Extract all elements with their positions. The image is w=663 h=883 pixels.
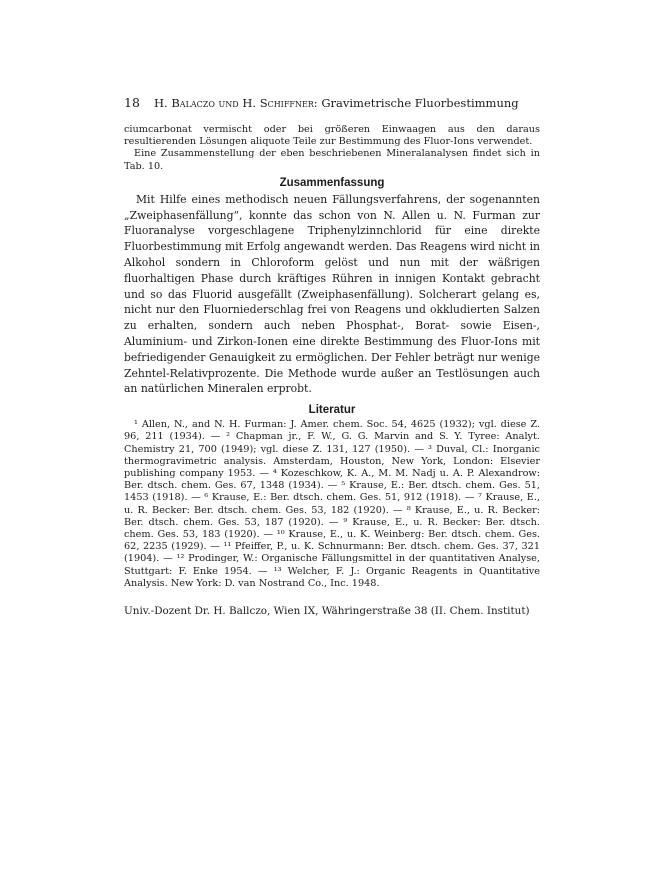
reference-list: [124, 419, 540, 590]
intro-section: [124, 124, 540, 173]
author-address: Univ.-Dozent Dr. H. Ballczo, Wien IX, Währingerstraße 38 (II. Chem. Institut): [124, 605, 530, 618]
journal-page: [124, 96, 540, 618]
intro-paragraph-1: ciumcarbonat vermischt oder bei größeren Einwaagen aus den daraus resultierenden Lösungen aliquote Teile zur Bestimmung des Fluor-Ions verwendet.: [124, 124, 540, 148]
summary-paragraph: Mit Hilfe eines methodisch neuen Fällungsverfahrens, der sogenannten „Zweiphasenfällung“, konnte das schon von N. Allen u. N. Furman zur Fluoranalyse vorgeschlagene Triphenylzinnchlorid für eine direkte Fluorbestimmung mit Erfolg angewandt werden. Das Reagens wird nicht in Alkohol sondern in Chloroform gelöst und nun mit der wäßrigen fluorhaltigen Phase durch kräftiges Rühren in innigen Kontakt gebracht und so das Fluorid ausgefällt (Zweiphasenfällung). Solcherart gelang es, nicht nur den Fluorniederschlag frei von Reagens und okkludierten Salzen zu erhalten, sondern auch neben Phosphat-, Borat- sowie Eisen-, Aluminium- und Zirkon-Ionen eine direkte Bestimmung des Fluor-Ions mit befriedigender Genauigkeit zu ermöglichen. Der Fehler beträgt nur wenige Zehntel-Relativprozente. Die Methode wurde außer an Testlösungen auch an natürlichen Mineralen erprobt.: [124, 192, 540, 396]
page-number: 18: [124, 95, 140, 110]
header-title: Gravimetrische Fluorbestimmung: [321, 96, 519, 110]
literature-heading: Literatur: [308, 404, 356, 417]
references-text: ¹ Allen, N., and N. H. Furman: J. Amer. chem. Soc. 54, 4625 (1932); vgl. diese Z. 96, 211 (1934). — ² Chapman jr., F. W., G. G. Marvin and S. Y. Tyree: Analyt. Chemistry 21, 700 (1949); vgl. diese Z. 131, 127 (1950). — ³ Duval, Cl.: Inorganic thermogravimetric analysis. Amsterdam, Houston, New York, London: Elsevier publishing company 1953. — ⁴ Kozeschkow, K. A., M. M. Nadj u. A. P. Alexandrow: Ber. dtsch. chem. Ges. 67, 1348 (1934). — ⁵ Krause, E.: Ber. dtsch. chem. Ges. 51, 1453 (1918). — ⁶ Krause, E.: Ber. dtsch. chem. Ges. 51, 912 (1918). — ⁷ Krause, E., u. R. Becker: Ber. dtsch. chem. Ges. 53, 182 (1920). — ⁸ Krause, E., u. R. Becker: Ber. dtsch. chem. Ges. 53, 187 (1920). — ⁹ Krause, E., u. R. Becker: Ber. dtsch. chem. Ges. 53, 183 (1920). — ¹⁰ Krause, E., u. K. Weinberg: Ber. dtsch. chem. Ges. 62, 2235 (1929). — ¹¹ Pfeiffer, P., u. K. Schnurmann: Ber. dtsch. chem. Ges. 37, 321 (1904). — ¹² Prodinger, W.: Organische Fällungsmittel in der quantitativen Analyse, Stuttgart: F. Enke 1954. — ¹³ Welcher, F. J.: Organic Reagents in Quantitative Analysis. New York: D. van Nostrand Co., Inc. 1948.: [124, 419, 540, 589]
header-authors: H. Balaczo und H. Schiffner:: [154, 96, 318, 110]
running-header: [124, 96, 540, 110]
summary-heading: Zusammenfassung: [279, 176, 385, 189]
intro-paragraph-2: Eine Zusammenstellung der eben beschriebenen Mineralanalysen findet sich in Tab. 10.: [124, 148, 540, 172]
